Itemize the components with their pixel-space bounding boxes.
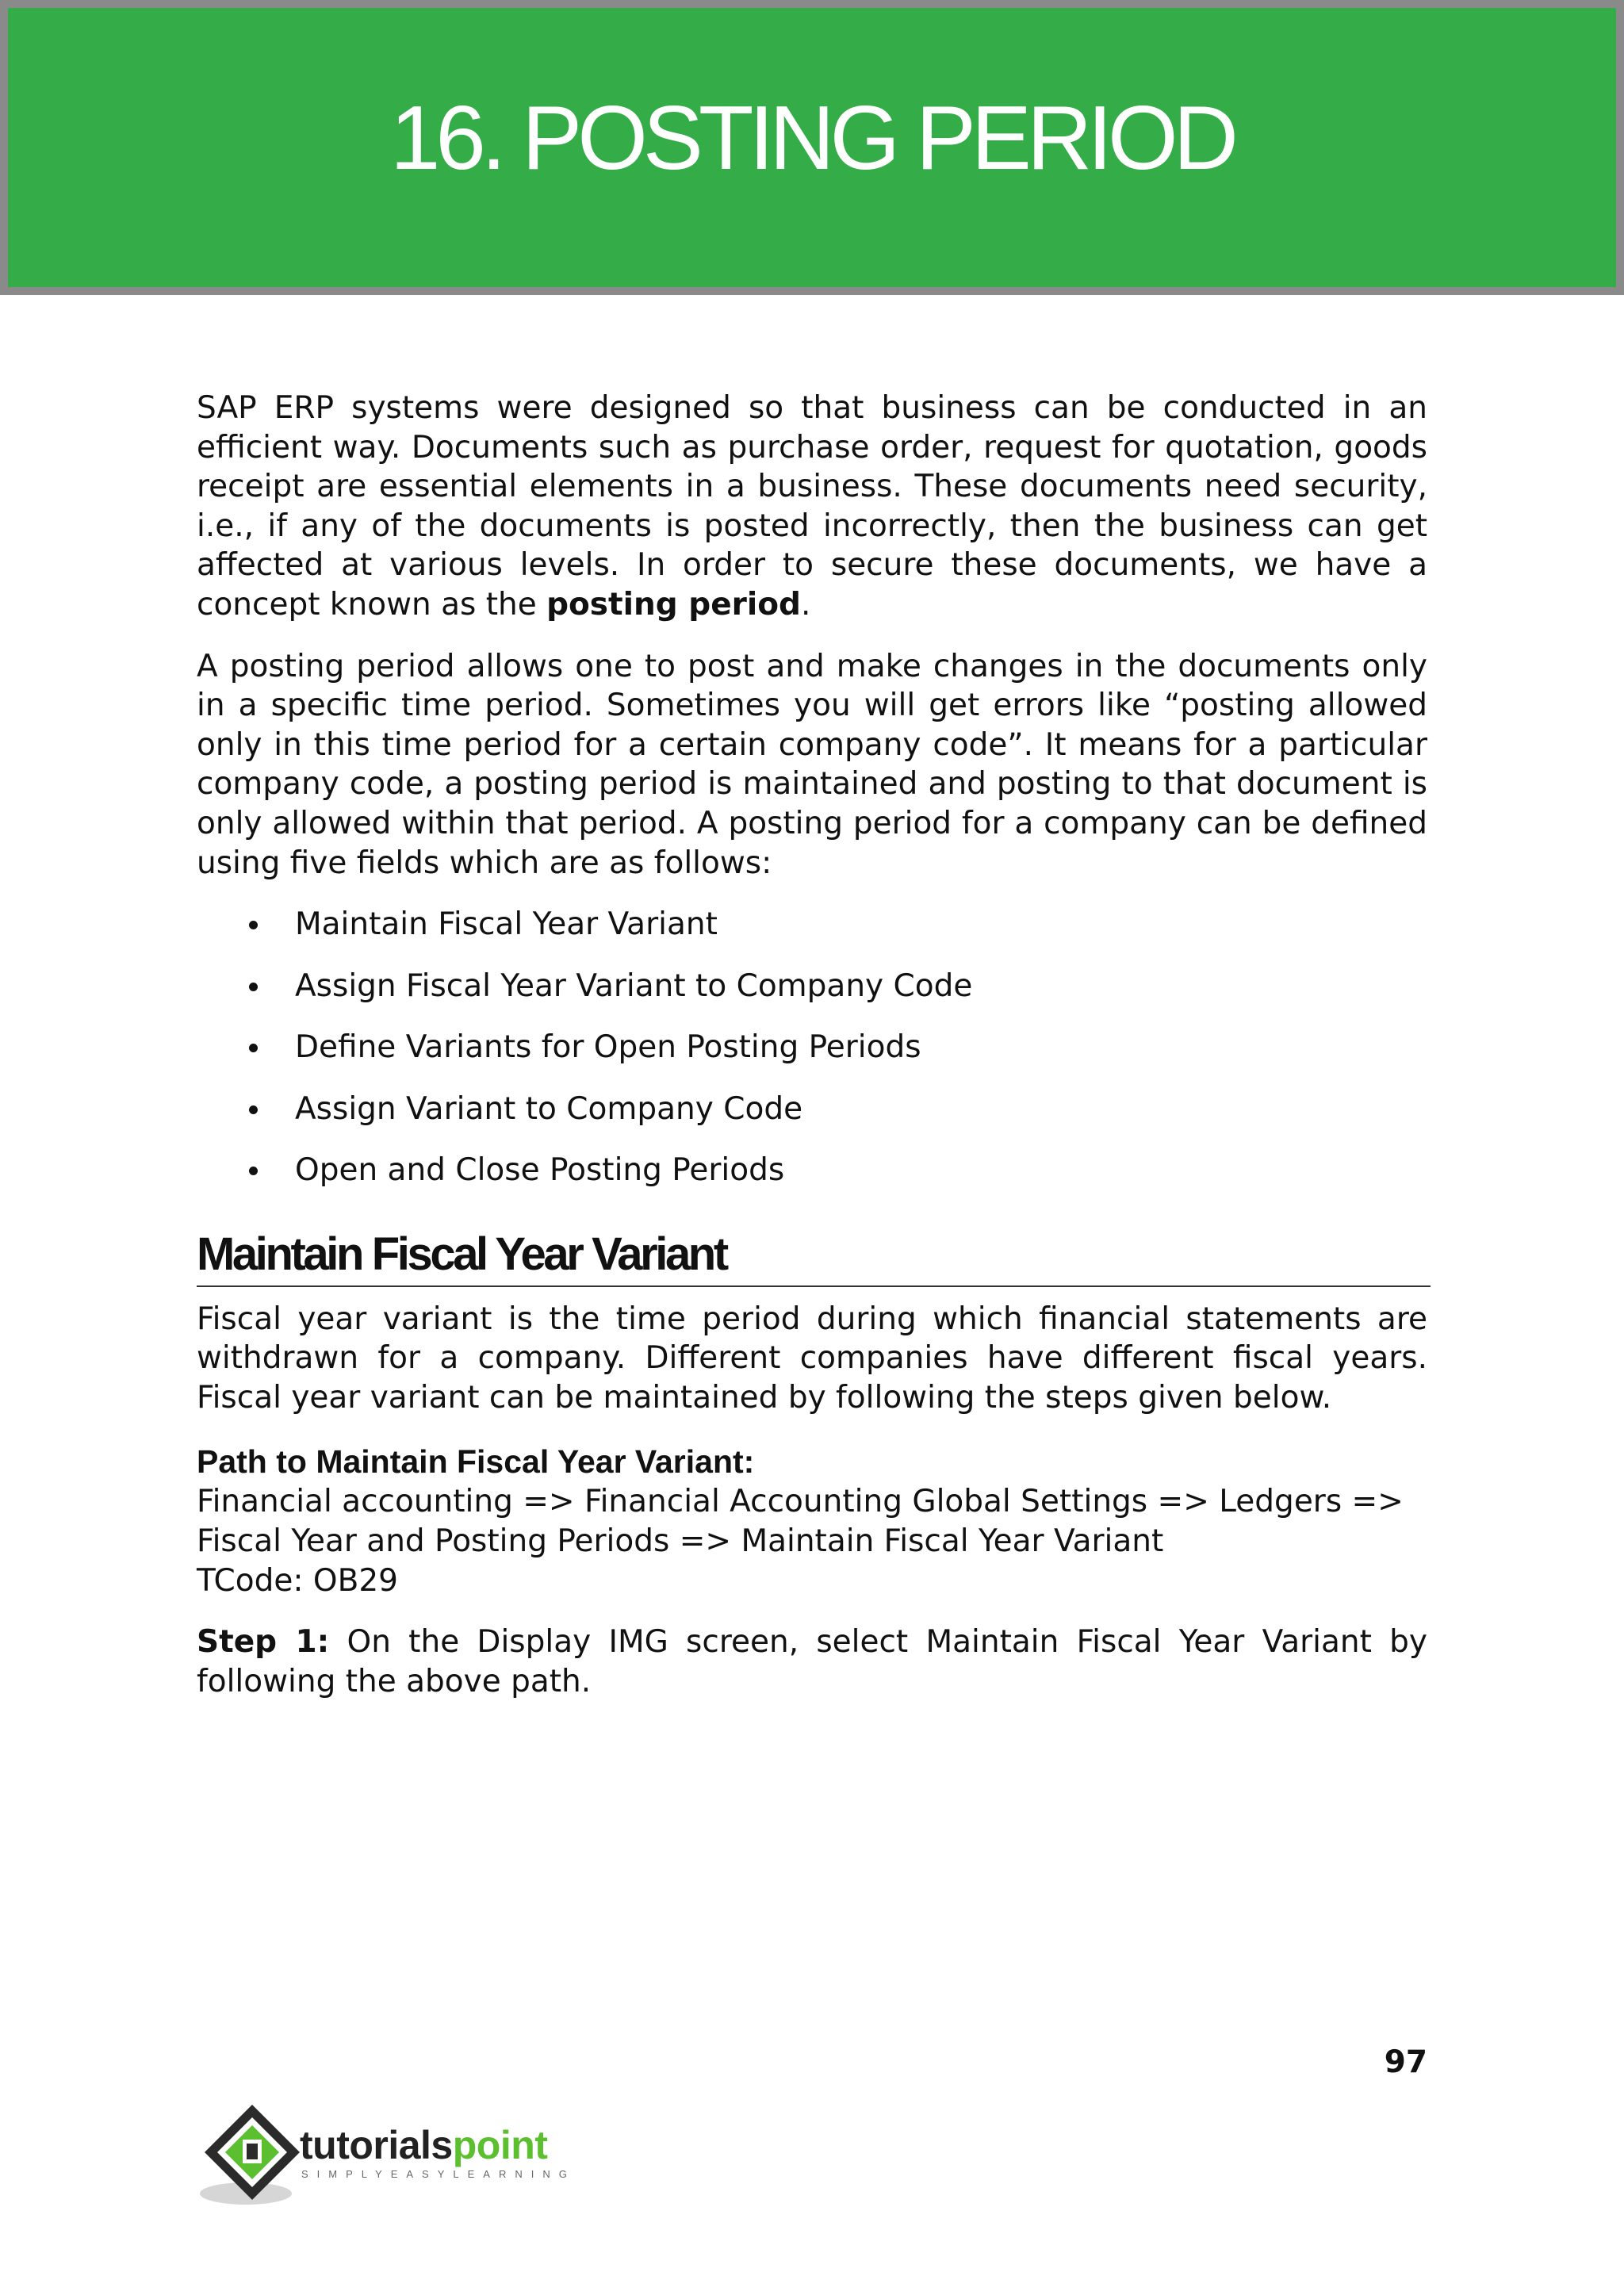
page-content [197,389,1427,1701]
bullet-icon [249,1167,258,1175]
section-paragraph: Fiscal year variant is the time period during which financial statements are withdrawn for a company. Different companies have different fiscal years. Fiscal year variant can be maintained by following the steps given below. [197,1301,1427,1416]
list-item-text: Maintain Fiscal Year Variant [295,906,718,943]
list-item-text: Assign Variant to Company Code [295,1090,803,1127]
step-label: Step 1: [197,1624,330,1661]
list-item-text: Assign Fiscal Year Variant to Company Code [295,967,973,1004]
chapter-banner [0,0,1624,295]
step-1-paragraph [197,1623,1427,1701]
intro-p1-end: . [800,586,811,623]
fields-list [197,905,1427,1213]
logo-tagline: SIMPLYEASYLEARNING [301,2168,576,2180]
posting-period-term: posting period [546,586,801,623]
path-line-2: Fiscal Year and Posting Periods => Maintain Fiscal Year Variant [197,1523,1164,1559]
intro-p1-text: SAP ERP systems were designed so that business can be conducted in an efficient way. Documents such as purchase order, request for quotation, goods receipt are essential elements in a business. These documents need security, i.e., if any of the documents is posted incorrectly, then the business can get affected at various levels. In order to secure these documents, we have a concept known as the [197,390,1427,623]
list-item [197,905,1427,967]
path-heading: Path to Maintain Fiscal Year Variant: [197,1443,755,1481]
tcode-line: TCode: OB29 [197,1562,398,1599]
bullet-icon [249,1044,258,1052]
intro-paragraph-1 [197,389,1427,625]
list-item [197,967,1427,1029]
bullet-icon [249,1105,258,1114]
path-line-1: Financial accounting => Financial Accounting Global Settings => Ledgers => [197,1484,1404,1520]
list-item [197,1090,1427,1151]
list-item [197,1151,1427,1213]
logo-wordmark [300,2125,547,2165]
section-heading: Maintain Fiscal Year Variant [197,1224,1431,1287]
intro-paragraph-2: A posting period allows one to post and make changes in the documents only in a specific time period. Sometimes you will get errors like “posting allowed only in this time period for a certain company code”. It means for a particular company code, a posting period is maintained and posting to that document is only allowed within that period. A posting period for a company can be defined using five fields which are as follows: [197,648,1427,881]
tutorialspoint-logo-icon [197,2100,308,2211]
logo-part-2: point [452,2123,548,2167]
step-text: On the Display IMG screen, select Maintain Fiscal Year Variant by following the above path. [197,1624,1427,1699]
page-number: 97 [1384,2044,1427,2080]
list-item-text: Define Variants for Open Posting Periods [295,1029,921,1066]
logo-part-1: tutorials [300,2123,453,2167]
list-item [197,1028,1427,1090]
chapter-title: 16. POSTING PERIOD [390,88,1234,189]
bullet-icon [249,983,258,991]
bullet-icon [249,921,258,929]
list-item-text: Open and Close Posting Periods [295,1152,785,1189]
